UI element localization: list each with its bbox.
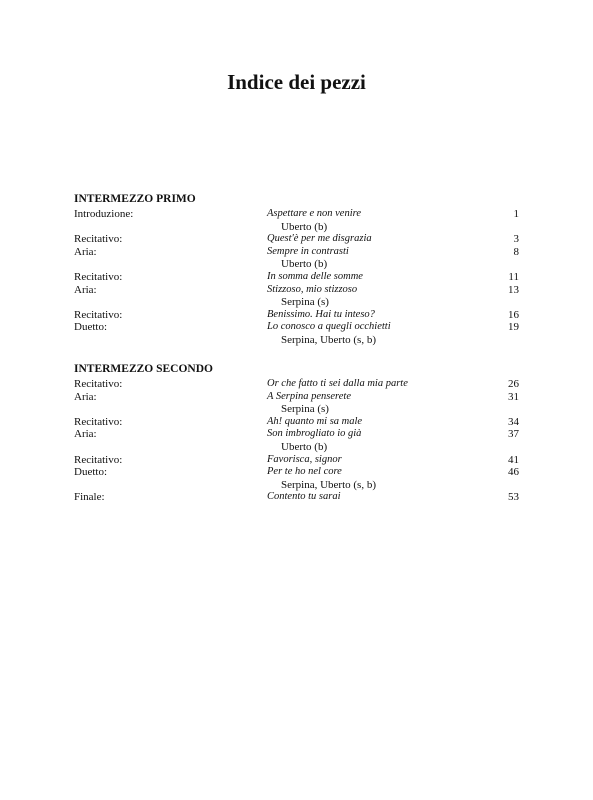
- entry-voices: Serpina, Uberto (s, b): [281, 333, 377, 346]
- entry-page: 3: [513, 233, 519, 246]
- entry-title: Contento tu sarai: [267, 491, 341, 503]
- voices-line: [74, 403, 519, 416]
- toc-entry: [74, 233, 519, 246]
- entry-type: Recitativo:: [74, 270, 123, 283]
- entry-voices: Serpina (s): [281, 403, 329, 416]
- voices-line: [74, 258, 519, 271]
- entry-page: 19: [508, 321, 519, 334]
- entry-title: Favorisca, signor: [267, 453, 342, 465]
- entry-type: Finale:: [74, 491, 105, 504]
- entry-title: Or che fatto ti sei dalla mia parte: [267, 378, 408, 389]
- entry-title: Stizzoso, mio stizzoso: [267, 283, 358, 295]
- entry-page: 37: [508, 428, 519, 441]
- entry-type: Duetto:: [74, 466, 107, 479]
- toc-entry: [74, 491, 519, 504]
- entry-type: Aria:: [74, 390, 97, 403]
- toc-entry: [74, 246, 519, 259]
- entry-voices: Serpina (s): [281, 296, 329, 309]
- entry-voices: Uberto (b): [281, 220, 328, 233]
- entry-page: 16: [508, 308, 519, 321]
- toc-entry: [74, 454, 519, 467]
- toc-entry: [74, 378, 519, 391]
- section-heading: INTERMEZZO PRIMO: [74, 193, 196, 205]
- entry-page: 34: [508, 415, 519, 428]
- toc-entry: [74, 391, 519, 404]
- entry-page: 46: [508, 466, 519, 479]
- entry-page: 26: [508, 378, 519, 390]
- section-intermezzo-secondo: [74, 362, 519, 504]
- voices-line: [74, 296, 519, 309]
- toc-entry: [74, 284, 519, 297]
- page-title: Indice dei pezzi: [227, 70, 366, 94]
- entry-title: Lo conosco a quegli occhietti: [267, 321, 391, 333]
- entry-title: Son imbrogliato io già: [267, 428, 362, 440]
- entry-type: Duetto:: [74, 321, 107, 334]
- entry-type: Introduzione:: [74, 208, 134, 220]
- entry-page: 53: [508, 491, 519, 504]
- toc-entry: [74, 321, 519, 334]
- voices-line: [74, 479, 519, 492]
- entry-page: 31: [508, 390, 519, 403]
- entry-title: Quest'è per me disgrazia: [267, 233, 372, 245]
- section-heading: INTERMEZZO SECONDO: [74, 363, 213, 375]
- entry-voices: Uberto (b): [281, 258, 328, 271]
- entry-title: Per te ho nel core: [267, 466, 342, 478]
- voices-line: [74, 334, 519, 347]
- entry-type: Aria:: [74, 428, 97, 441]
- entry-page: 13: [508, 283, 519, 296]
- toc-entry: [74, 208, 519, 221]
- entry-title: Ah! quanto mi sa male: [267, 415, 363, 427]
- entry-voices: Uberto (b): [281, 440, 328, 453]
- toc-entry: [74, 271, 519, 284]
- entry-title: In somma delle somme: [267, 270, 363, 282]
- entry-page: 41: [508, 453, 519, 466]
- entry-type: Aria:: [74, 245, 97, 258]
- entry-voices: Serpina, Uberto (s, b): [281, 478, 377, 491]
- toc-entry: [74, 309, 519, 322]
- entry-title: Sempre in contrasti: [267, 245, 349, 257]
- toc-entry: [74, 416, 519, 429]
- entry-page: 1: [513, 208, 519, 220]
- voices-line: [74, 441, 519, 454]
- section-intermezzo-primo: [74, 192, 519, 347]
- entry-type: Recitativo:: [74, 378, 123, 390]
- entry-type: Recitativo:: [74, 233, 123, 246]
- toc-entry: [74, 428, 519, 441]
- entry-type: Aria:: [74, 283, 97, 296]
- entry-type: Recitativo:: [74, 415, 123, 428]
- voices-line: [74, 221, 519, 234]
- entry-title: Benissimo. Hai tu inteso?: [267, 308, 375, 320]
- entry-page: 8: [513, 245, 519, 258]
- entry-type: Recitativo:: [74, 308, 123, 321]
- entry-type: Recitativo:: [74, 453, 123, 466]
- entry-title: A Serpina penserete: [267, 390, 351, 402]
- entry-title: Aspettare e non venire: [267, 208, 361, 219]
- toc-entry: [74, 466, 519, 479]
- entry-page: 11: [508, 270, 519, 283]
